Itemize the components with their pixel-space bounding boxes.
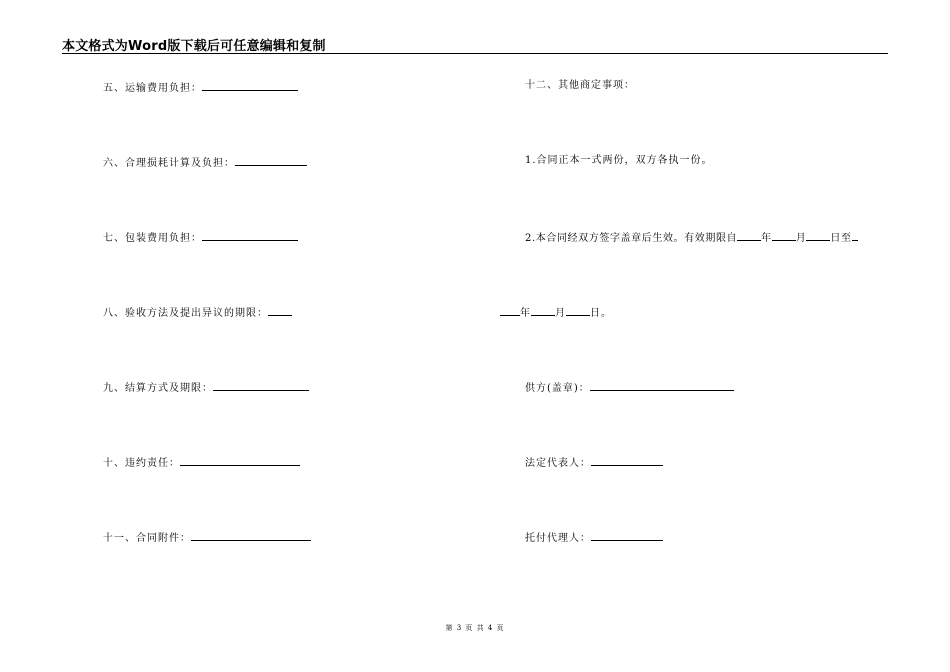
- clause-9-blank[interactable]: [213, 380, 309, 391]
- entrusted-agent: [525, 530, 663, 545]
- clause-12-other-matters: 十二、其他商定事项：: [525, 80, 635, 91]
- end-month-blank[interactable]: [531, 305, 555, 316]
- end-month-label: 月: [555, 308, 566, 319]
- clause-6-loss-calculation: [103, 155, 307, 170]
- end-year-label: 年: [520, 308, 531, 319]
- clause-11-attachments: [103, 530, 311, 545]
- clause-copies: 1.合同正本一式两份，双方各执一份。: [525, 155, 713, 166]
- legal-rep-label: 法定代表人：: [525, 458, 591, 469]
- clause-9-label: 九、结算方式及期限：: [103, 383, 213, 394]
- end-year-blank[interactable]: [500, 305, 520, 316]
- clause-10-breach-liability: [103, 455, 300, 470]
- clause-8-label: 八、验收方法及提出异议的期限：: [103, 308, 268, 319]
- clause-7-blank[interactable]: [202, 230, 298, 241]
- supplier-blank[interactable]: [590, 380, 734, 391]
- clause-5-transport-cost: [103, 80, 298, 95]
- clause-8-blank[interactable]: [268, 305, 292, 316]
- start-day-blank[interactable]: [806, 230, 830, 241]
- clause-11-label: 十一、合同附件：: [103, 533, 191, 544]
- year-label: 年: [761, 233, 772, 244]
- end-day-blank[interactable]: [566, 305, 590, 316]
- clause-7-packaging-cost: [103, 230, 298, 245]
- clause-6-label: 六、合理损耗计算及负担：: [103, 158, 235, 169]
- clause-8-inspection-method: [103, 305, 292, 320]
- day-to-label: 日至: [830, 233, 852, 244]
- start-month-blank[interactable]: [772, 230, 796, 241]
- clause-validity-end-date: [500, 305, 612, 320]
- clause-6-blank[interactable]: [235, 155, 307, 166]
- end-year-blank-start[interactable]: [852, 230, 858, 241]
- header-divider: [62, 53, 888, 54]
- clause-10-blank[interactable]: [180, 455, 300, 466]
- end-day-label: 日。: [590, 308, 612, 319]
- validity-text: 2.本合同经双方签字盖章后生效。有效期限自: [525, 233, 738, 244]
- document-header-title: 本文格式为Word版下载后可任意编辑和复制: [62, 39, 326, 54]
- agent-label: 托付代理人：: [525, 533, 591, 544]
- supplier-label: 供方(盖章)：: [525, 383, 590, 394]
- clause-validity-period: [525, 230, 858, 245]
- clause-5-label: 五、运输费用负担：: [103, 83, 202, 94]
- clause-9-settlement: [103, 380, 309, 395]
- clause-5-blank[interactable]: [202, 80, 298, 91]
- page-number: 第 3 页 共 4 页: [445, 624, 505, 632]
- start-year-blank[interactable]: [737, 230, 761, 241]
- legal-representative: [525, 455, 663, 470]
- clause-10-label: 十、违约责任：: [103, 458, 180, 469]
- clause-11-blank[interactable]: [191, 530, 311, 541]
- supplier-seal: [525, 380, 734, 395]
- clause-7-label: 七、包装费用负担：: [103, 233, 202, 244]
- legal-rep-blank[interactable]: [591, 455, 663, 466]
- month-label: 月: [795, 233, 807, 244]
- agent-blank[interactable]: [591, 530, 663, 541]
